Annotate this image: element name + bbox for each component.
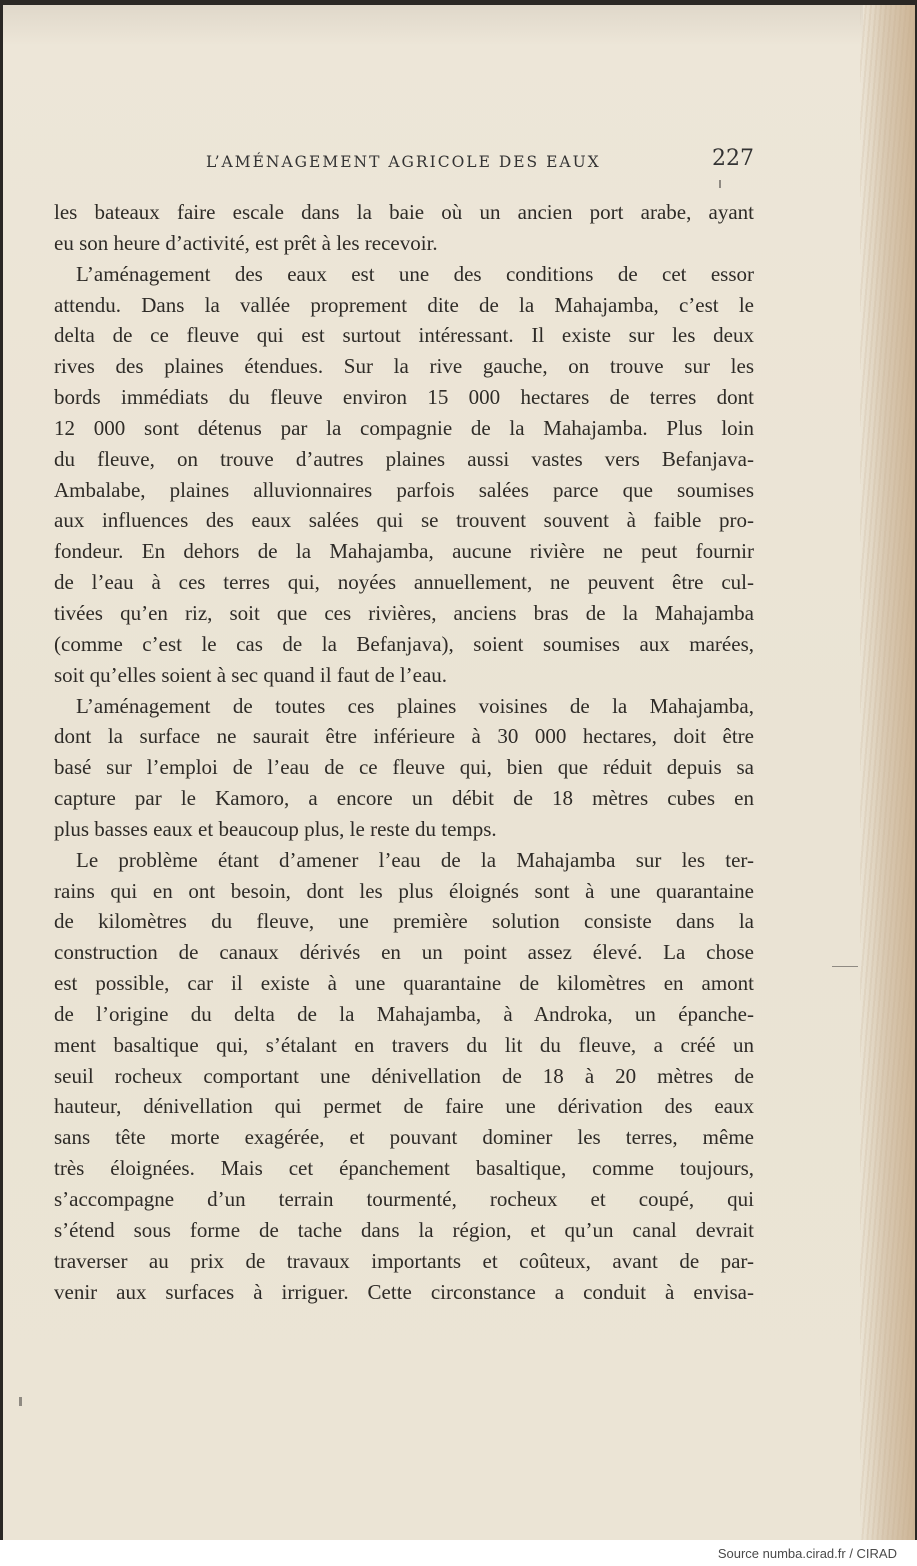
text-line: sans tête morte exagérée, et pouvant dominer les terres, même [54,1125,754,1150]
text-line: seuil rocheux comportant une dénivellation de 18 à 20 mètres de [54,1063,754,1088]
text-line: attendu. Dans la vallée proprement dite de la Mahajamba, c’est le [54,292,754,317]
page-top-shadow [3,5,863,45]
text-line: s’accompagne d’un terrain tourmenté, rocheux et coupé, qui [54,1187,754,1211]
text-line: Ambalabe, plaines alluvionnaires parfois salées parce que soumises [54,477,754,502]
text-line: 12 000 sont détenus par la compagnie de la Mahajamba. Plus loin [54,415,754,440]
text-line: fondeur. En dehors de la Mahajamba, aucune rivière ne peut fournir [54,539,754,564]
text-line: de l’origine du delta de la Mahajamba, à Androka, un épanche- [54,1001,754,1026]
text-line: de l’eau à ces terres qui, noyées annuellement, ne peuvent être cul- [54,570,754,595]
paragraph [54,691,754,845]
source-credit: Source numba.cirad.fr / CIRAD [717,1546,897,1561]
text-line: eu son heure d’activité, est prêt à les recevoir. [54,230,438,255]
text-line: traverser au prix de travaux importants et coûteux, avant de par- [54,1248,754,1273]
text-line: aux influences des eaux salées qui se trouvent souvent à faible pro- [54,508,754,533]
text-line: soit qu’elles soient à sec quand il faut de l’eau. [54,662,448,687]
text-line: très éloignées. Mais cet épanchement basaltique, comme toujours, [54,1156,754,1181]
text-line: plus basses eaux et beaucoup plus, le reste du temps. [54,816,497,841]
text-line: hauteur, dénivellation qui permet de faire une dérivation des eaux [54,1094,754,1119]
text-line: rives des plaines étendues. Sur la rive gauche, on trouve sur les [54,354,754,379]
text-line: capture par le Kamoro, a encore un débit de 18 mètres cubes en [54,786,754,811]
text-line: du fleuve, on trouve d’autres plaines aussi vastes vers Befanjava- [54,446,754,471]
text-line: venir aux surfaces à irriguer. Cette circonstance a conduit à envisa- [54,1279,754,1304]
text-line: (comme c’est le cas de la Befanjava), soient soumises aux marées, [54,631,754,656]
text-line: bords immédiats du fleuve environ 15 000 hectares de terres dont [54,385,754,410]
text-line: est possible, car il existe à une quarantaine de kilomètres en amont [54,971,754,996]
text-line: dont la surface ne saurait être inférieure à 30 000 hectares, doit être [54,724,754,749]
text-line: s’étend sous forme de tache dans la région, et qu’un canal devrait [54,1217,754,1242]
text-line: rains qui en ont besoin, dont les plus éloignés sont à une quarantaine [54,878,754,903]
running-head: L’AMÉNAGEMENT AGRICOLE DES EAUX [206,153,601,171]
text-line: Le problème étant d’amener l’eau de la Mahajamba sur les ter- [76,847,754,872]
text-line: delta de ce fleuve qui est surtout intéressant. Il existe sur les deux [54,323,754,348]
text-line: les bateaux faire escale dans la baie où un ancien port arabe, ayant [54,200,754,224]
text-line: L’aménagement de toutes ces plaines voisines de la Mahajamba, [76,693,754,718]
paragraph [54,845,754,1308]
text-line: tivées qu’en riz, soit que ces rivières, anciens bras de la Mahajamba [54,600,754,625]
body-text [54,197,754,1307]
margin-mark [832,966,858,967]
page-number: 227 [712,146,754,171]
margin-mark [19,1397,22,1406]
text-line: L’aménagement des eaux est une des conditions de cet essor [76,261,754,286]
paragraph [54,197,754,259]
text-line: ment basaltique qui, s’étalant en travers du lit du fleuve, a créé un [54,1032,754,1057]
text-line: de kilomètres du fleuve, une première solution consiste dans la [54,909,754,934]
text-line: construction de canaux dérivés en un point assez élevé. La chose [54,940,754,965]
paragraph [54,259,754,691]
text-line: basé sur l’emploi de l’eau de ce fleuve qui, bien que réduit depuis sa [54,755,754,780]
page-fore-edge [860,5,915,1540]
margin-mark [719,180,721,188]
